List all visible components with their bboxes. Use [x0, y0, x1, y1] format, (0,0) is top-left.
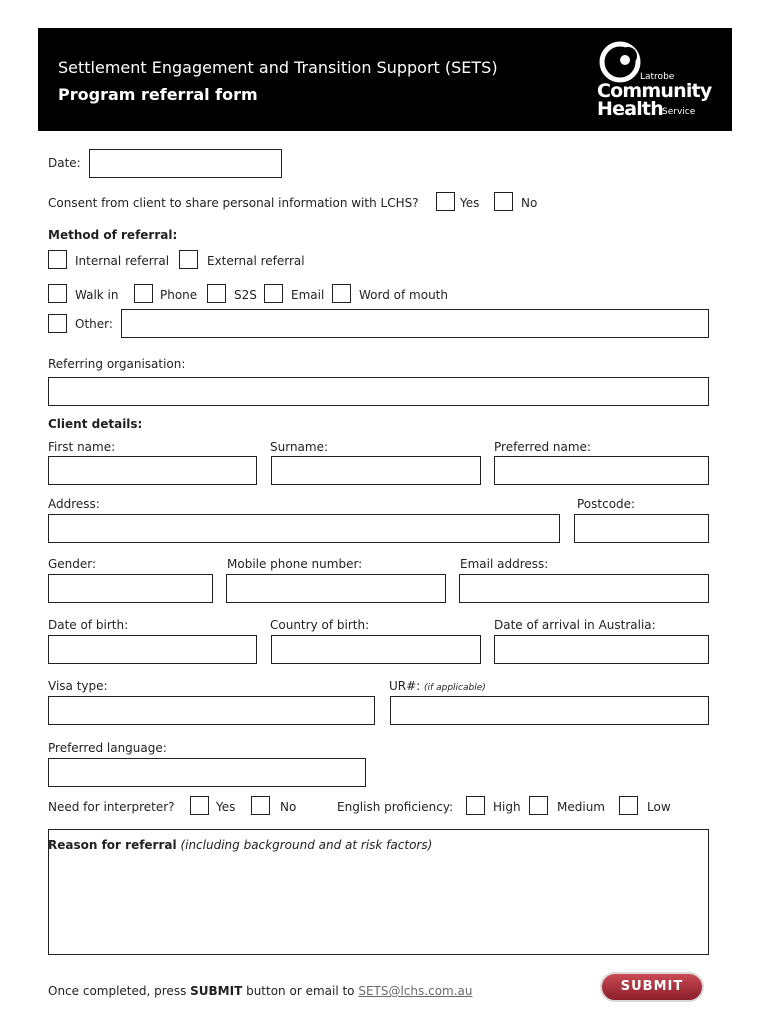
- visa-label: Visa type:: [48, 679, 108, 693]
- address-label: Address:: [48, 497, 100, 511]
- dob-label: Date of birth:: [48, 618, 129, 632]
- language-label: Preferred language:: [48, 741, 167, 755]
- proficiency-label: English proficiency:: [337, 800, 454, 814]
- footer-middle: button or email to: [242, 984, 359, 998]
- consent-yes-checkbox[interactable]: [436, 192, 455, 211]
- mobile-label: Mobile phone number:: [227, 557, 363, 571]
- country-field[interactable]: [271, 635, 481, 664]
- postcode-label: Postcode:: [577, 497, 636, 511]
- phone-checkbox[interactable]: [134, 284, 153, 303]
- proficiency-low-checkbox[interactable]: [619, 796, 638, 815]
- proficiency-high-label: High: [493, 800, 521, 814]
- form-subtitle: Program referral form: [58, 85, 258, 104]
- reason-label: Reason for referral: [48, 838, 177, 852]
- external-referral-checkbox[interactable]: [179, 250, 198, 269]
- date-field[interactable]: [89, 149, 282, 178]
- ur-field[interactable]: [390, 696, 709, 725]
- word-of-mouth-label: Word of mouth: [359, 288, 448, 302]
- interpreter-no-label: No: [280, 800, 297, 814]
- preferred-name-label: Preferred name:: [494, 440, 591, 454]
- interpreter-yes-label: Yes: [216, 800, 236, 814]
- internal-referral-checkbox[interactable]: [48, 250, 67, 269]
- ur-label-text: UR#:: [389, 679, 421, 693]
- address-field[interactable]: [48, 514, 560, 543]
- interpreter-label: Need for interpreter?: [48, 800, 175, 814]
- consent-no-checkbox[interactable]: [494, 192, 513, 211]
- postcode-field[interactable]: [574, 514, 709, 543]
- language-field[interactable]: [48, 758, 366, 787]
- word-of-mouth-checkbox[interactable]: [332, 284, 351, 303]
- proficiency-medium-label: Medium: [557, 800, 605, 814]
- referring-org-label: Referring organisation:: [48, 357, 186, 371]
- first-name-field[interactable]: [48, 456, 257, 485]
- first-name-label: First name:: [48, 440, 116, 454]
- consent-yes-label: Yes: [460, 196, 480, 210]
- proficiency-high-checkbox[interactable]: [466, 796, 485, 815]
- email-checkbox[interactable]: [264, 284, 283, 303]
- gender-label: Gender:: [48, 557, 97, 571]
- dob-field[interactable]: [48, 635, 257, 664]
- walk-in-label: Walk in: [75, 288, 119, 302]
- footer-submit-word: SUBMIT: [190, 984, 243, 998]
- visa-field[interactable]: [48, 696, 375, 725]
- consent-label: Consent from client to share personal information with LCHS?: [48, 196, 419, 210]
- submit-button[interactable]: SUBMIT: [600, 972, 704, 1002]
- surname-label: Surname:: [270, 440, 329, 454]
- referring-org-field[interactable]: [48, 377, 709, 406]
- footer-prefix: Once completed, press: [48, 984, 191, 998]
- interpreter-yes-checkbox[interactable]: [190, 796, 209, 815]
- interpreter-no-checkbox[interactable]: [251, 796, 270, 815]
- ur-label: [389, 679, 486, 693]
- arrival-label: Date of arrival in Australia:: [494, 618, 656, 632]
- email-address-field[interactable]: [459, 574, 709, 603]
- sets-email-link[interactable]: SETS@lchs.com.au: [358, 984, 473, 998]
- method-heading: Method of referral:: [48, 228, 178, 242]
- mobile-field[interactable]: [226, 574, 446, 603]
- s2s-checkbox[interactable]: [207, 284, 226, 303]
- date-label: Date:: [48, 156, 81, 170]
- phone-label: Phone: [160, 288, 198, 302]
- other-checkbox[interactable]: [48, 314, 67, 333]
- logo-community: Community: [597, 80, 712, 102]
- proficiency-low-label: Low: [647, 800, 671, 814]
- country-label: Country of birth:: [270, 618, 370, 632]
- surname-field[interactable]: [271, 456, 481, 485]
- form-header: [38, 28, 732, 131]
- other-label: Other:: [75, 317, 113, 331]
- consent-no-label: No: [521, 196, 538, 210]
- logo-health: Health: [597, 98, 663, 120]
- walk-in-checkbox[interactable]: [48, 284, 67, 303]
- preferred-name-field[interactable]: [494, 456, 709, 485]
- logo-service: Service: [662, 107, 696, 117]
- other-field[interactable]: [121, 309, 709, 338]
- lchs-logo: [594, 28, 716, 131]
- internal-referral-label: Internal referral: [75, 254, 170, 268]
- ur-note: (if applicable): [424, 683, 486, 693]
- client-heading: Client details:: [48, 417, 143, 431]
- arrival-field[interactable]: [494, 635, 709, 664]
- email-address-label: Email address:: [460, 557, 549, 571]
- logo-latrobe: Latrobe: [640, 72, 675, 82]
- form-title: Settlement Engagement and Transition Support (SETS): [58, 58, 498, 77]
- reason-field[interactable]: [48, 829, 709, 955]
- reason-label-line: [48, 838, 432, 852]
- email-label: Email: [291, 288, 325, 302]
- gender-field[interactable]: [48, 574, 213, 603]
- footer-text: [48, 984, 473, 998]
- external-referral-label: External referral: [207, 254, 305, 268]
- reason-note: (including background and at risk factors): [180, 838, 433, 852]
- s2s-label: S2S: [234, 288, 257, 302]
- proficiency-medium-checkbox[interactable]: [529, 796, 548, 815]
